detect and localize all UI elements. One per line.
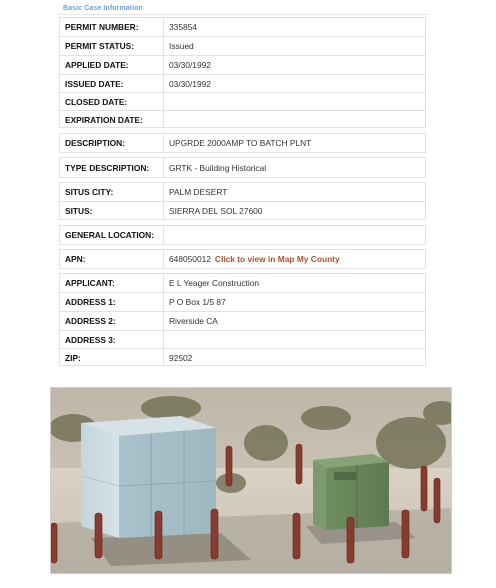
applicant-label: APPLICANT: [60,274,164,292]
closed-date-label: CLOSED DATE: [60,93,164,111]
address-2-value: Riverside CA [169,316,218,326]
expiration-date-value [164,111,425,128]
apn-label: APN: [60,250,164,268]
apn-row [59,249,426,269]
general-location-label: GENERAL LOCATION: [60,226,164,244]
issued-date-label: ISSUED DATE: [60,75,164,93]
address-1-label: ADDRESS 1: [60,293,164,311]
general-location-value [164,226,425,244]
address-2-label: ADDRESS 2: [60,312,164,330]
zip-label: ZIP: [60,349,164,366]
permit-number-value: 335854 [169,22,197,32]
map-my-county-link[interactable]: Click to view in Map My County [214,254,340,264]
address-3-label: ADDRESS 3: [60,331,164,348]
applied-date-value: 03/30/1992 [169,60,211,70]
applied-date-label: APPLIED DATE: [60,56,164,74]
description-row [59,133,426,153]
permit-status-label: PERMIT STATUS: [60,37,164,55]
general-location-row [59,225,426,245]
situs-value: SIERRA DEL SOL 27600 [169,206,263,216]
address-3-value [164,331,425,348]
situs-table [59,182,426,220]
type-description-value: GRTK - Building Historical [169,162,267,173]
type-description-row [59,157,426,178]
permit-status-value: Issued [169,41,194,51]
situs-city-label: SITUS CITY: [60,183,164,201]
situs-label: SITUS: [60,202,164,220]
section-title: Basic Case Information [63,5,143,12]
type-description-label: TYPE DESCRIPTION: [60,158,164,177]
situs-city-value: PALM DESERT [169,187,228,197]
expiration-date-label: EXPIRATION DATE: [60,111,164,128]
permit-number-label: PERMIT NUMBER: [60,18,164,36]
address-1-value: P O Box 1/5 87 [169,297,226,307]
apn-value-cell [164,250,425,268]
applicant-table [59,273,426,366]
closed-date-value [164,93,425,111]
issued-date-value: 03/30/1992 [169,79,211,89]
permit-info-table [59,17,426,128]
site-photo-illustration [51,388,452,574]
apn-value: 648050012 [169,254,211,264]
description-label: DESCRIPTION: [60,134,164,152]
zip-value: 92502 [169,352,193,363]
site-photo [50,387,452,574]
divider [58,14,428,15]
applicant-value: E L Yeager Construction [169,278,260,288]
description-value: UPGRDE 2000AMP TO BATCH PLNT [169,138,312,148]
